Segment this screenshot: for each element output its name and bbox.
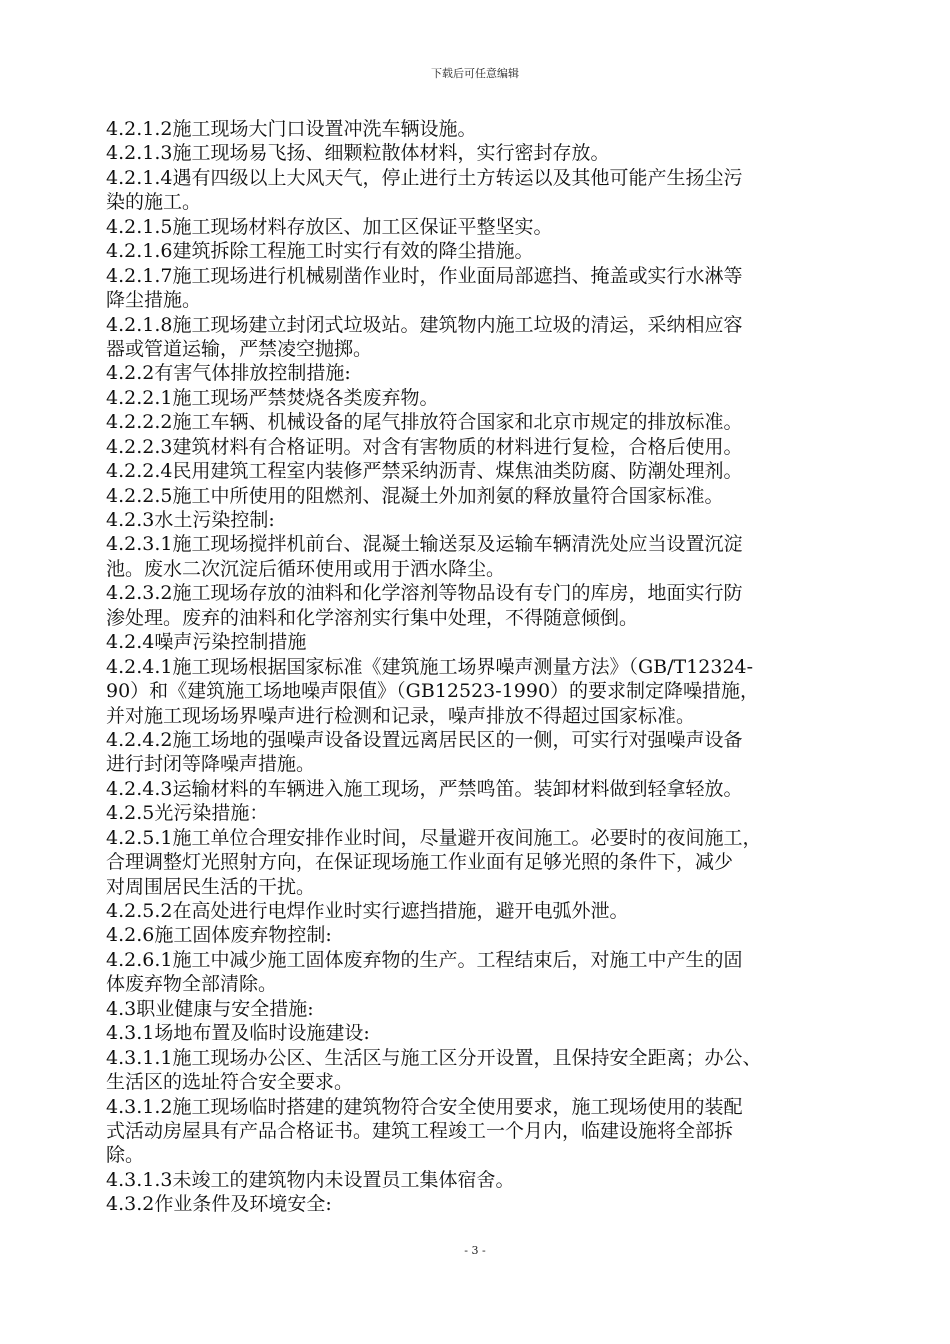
text-line: 4.3职业健康与安全措施: [106, 997, 314, 1020]
text-line: 4.2.1.5施工现场材料存放区、加工区保证平整坚实。 [106, 215, 553, 238]
text-line: 并对施工现场场界噪声进行检测和记录，噪声排放不得超过国家标准。 [106, 704, 696, 727]
text-line: 4.2.1.6建筑拆除工程施工时实行有效的降尘措施。 [106, 240, 534, 263]
text-line: 4.3.2作业条件及环境安全: [106, 1193, 332, 1216]
text-line: 4.2.4.3运输材料的车辆进入施工现场，严禁鸣笛。装卸材料做到轻拿轻放。 [106, 777, 743, 800]
text-line: 4.2.4.2施工场地的强噪声设备设置远离居民区的一侧，可实行对强噪声设备 [106, 728, 743, 751]
text-line: 体废弃物全部清除。 [106, 973, 278, 996]
text-line: 4.2.2.1施工现场严禁焚烧各类废弃物。 [106, 386, 439, 409]
text-line: 4.2.3水土污染控制: [106, 509, 275, 531]
text-line: 4.2.2有害气体排放控制措施: [106, 362, 351, 385]
text-line: 4.2.1.3施工现场易飞扬、细颗粒散体材料，实行密封存放。 [106, 142, 610, 165]
text-line: 染的施工。 [106, 191, 202, 214]
text-line: 4.2.2.4民用建筑工程室内装修严禁采纳沥青、煤焦油类防腐、防潮处理剂。 [106, 460, 743, 483]
text-line: 对周围居民生活的干扰。 [106, 875, 316, 898]
text-line: 4.2.3.1施工现场搅拌机前台、混凝土输送泵及运输车辆清洗处应当设置沉淀 [106, 533, 743, 556]
text-line: 4.2.2.5施工中所使用的阻燃剂、混凝土外加剂氨的释放量符合国家标准。 [106, 484, 724, 507]
page-number: - 3 - [464, 1244, 486, 1257]
text-line: 4.2.1.2施工现场大门口设置冲洗车辆设施。 [106, 118, 477, 140]
text-line: 4.3.1场地布置及临时设施建设: [106, 1022, 370, 1045]
text-line: 4.2.6.1施工中减少施工固体废弃物的生产。工程结束后，对施工中产生的固 [106, 948, 743, 971]
text-line: 4.2.6施工固体废弃物控制: [106, 924, 332, 947]
text-line: 生活区的选址符合安全要求。 [106, 1071, 354, 1094]
text-line: 4.2.4.1施工现场根据国家标准《建筑施工场界噪声测量方法》（GB/T12324- [106, 655, 754, 678]
text-line: 4.2.2.3建筑材料有合格证明。对含有害物质的材料进行复检，合格后使用。 [106, 435, 743, 458]
text-line: 4.2.5光污染措施： [106, 802, 269, 825]
text-line: 4.2.1.4遇有四级以上大风天气，停止进行土方转运以及其他可能产生扬尘污 [106, 166, 743, 189]
text-line: 4.2.1.8施工现场建立封闭式垃圾站。建筑物内施工垃圾的清运，采纳相应容 [106, 313, 743, 336]
text-line: 合理调整灯光照射方向，在保证现场施工作业面有足够光照的条件下，减少 [106, 851, 734, 874]
text-line: 4.2.5.2在高处进行电焊作业时实行遮挡措施，避开电弧外泄。 [106, 900, 629, 922]
text-line: 器或管道运输，严禁凌空抛掷。 [106, 337, 373, 360]
text-line: 池。废水二次沉淀后循环使用或用于洒水降尘。 [106, 557, 506, 580]
text-line: 除。 [106, 1144, 145, 1167]
text-line: 4.2.2.2施工车辆、机械设备的尾气排放符合国家和北京市规定的排放标准。 [106, 411, 743, 434]
text-line: 4.2.3.2施工现场存放的油料和化学溶剂等物品设有专门的库房，地面实行防 [106, 582, 743, 605]
text-line: 90）和《建筑施工场地噪声限值》（GB12523-1990）的要求制定降噪措施， [106, 680, 760, 703]
text-line: 渗处理。废弃的油料和化学溶剂实行集中处理，不得随意倾倒。 [106, 606, 639, 629]
text-line: 4.3.1.2施工现场临时搭建的建筑物符合安全使用要求，施工现场使用的装配 [106, 1095, 743, 1118]
text-line: 4.2.1.7施工现场进行机械剔凿作业时，作业面局部遮挡、掩盖或实行水淋等 [106, 264, 743, 287]
text-line: 4.3.1.1施工现场办公区、生活区与施工区分开设置，且保持安全距离；办公、 [106, 1046, 762, 1069]
page-header: 下载后可任意编辑 [431, 67, 519, 80]
text-line: 4.2.4噪声污染控制措施 [106, 631, 307, 654]
text-line: 4.2.5.1施工单位合理安排作业时间，尽量避开夜间施工。必要时的夜间施工， [106, 826, 762, 849]
text-line: 降尘措施。 [106, 289, 202, 312]
text-line: 4.3.1.3未竣工的建筑物内未设置员工集体宿舍。 [106, 1168, 515, 1191]
text-line: 进行封闭等降噪声措施。 [106, 753, 316, 776]
text-line: 式活动房屋具有产品合格证书。建筑工程竣工一个月内，临建设施将全部拆 [106, 1119, 734, 1142]
document-body [106, 117, 886, 1217]
